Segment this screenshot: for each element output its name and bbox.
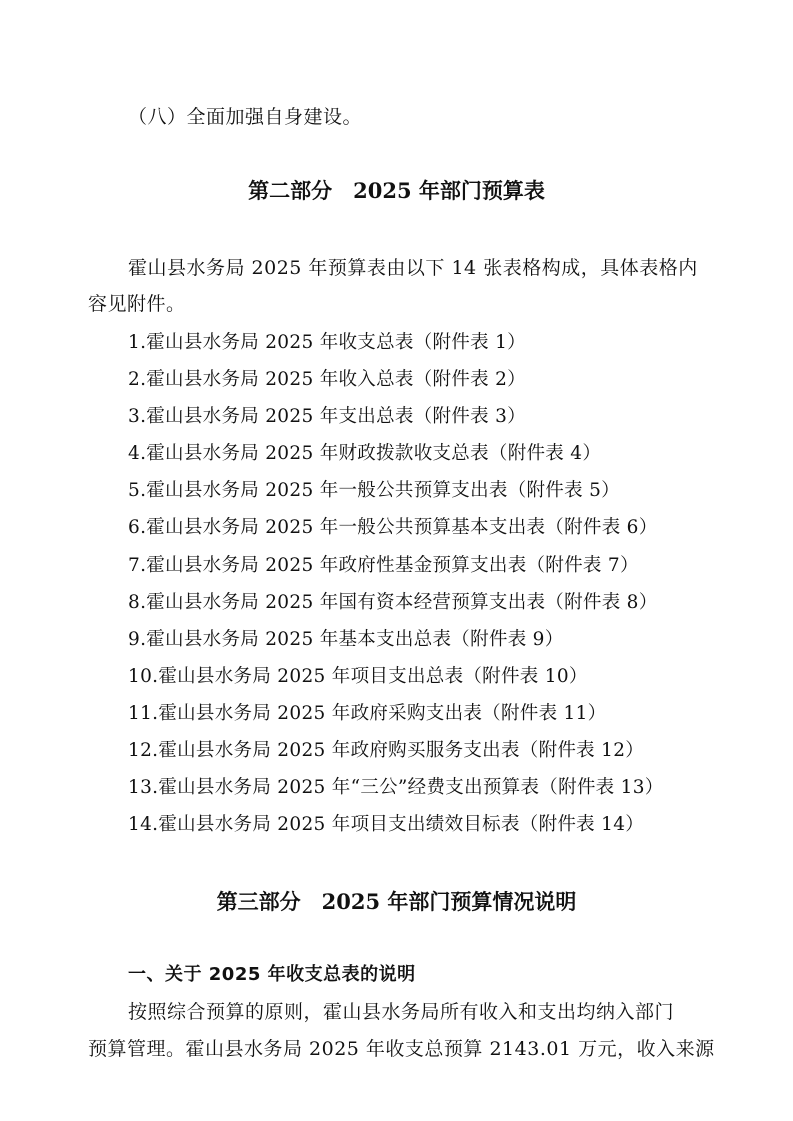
part2-heading: 第二部分 2025 年部门预算表: [248, 178, 545, 203]
part2-paragraph-line2: 容见附件。: [88, 293, 186, 315]
section1-title: 一、关于 2025 年收支总表的说明: [128, 964, 416, 985]
table-list-item: 6.霍山县水务局 2025 年一般公共预算基本支出表（附件表 6）: [128, 517, 658, 538]
table-list-item: 13.霍山县水务局 2025 年“三公”经费支出预算表（附件表 13）: [128, 777, 664, 798]
table-list-item: 9.霍山县水务局 2025 年基本支出总表（附件表 9）: [128, 629, 564, 650]
part3-heading: 第三部分 2025 年部门预算情况说明: [216, 889, 577, 914]
part3-paragraph-line1: 按照综合预算的原则，霍山县水务局所有收入和支出均纳入部门: [128, 1001, 675, 1023]
table-list-item: 14.霍山县水务局 2025 年项目支出绩效目标表（附件表 14）: [128, 814, 645, 835]
table-list-item: 5.霍山县水务局 2025 年一般公共预算支出表（附件表 5）: [128, 480, 620, 501]
table-list-item: 2.霍山县水务局 2025 年收入总表（附件表 2）: [128, 369, 526, 390]
table-list-item: 3.霍山县水务局 2025 年支出总表（附件表 3）: [128, 406, 526, 427]
table-list-item: 12.霍山县水务局 2025 年政府购买服务支出表（附件表 12）: [128, 740, 645, 761]
table-list-item: 7.霍山县水务局 2025 年政府性基金预算支出表（附件表 7）: [128, 555, 639, 576]
intro-item: （八）全面加强自身建设。: [128, 106, 363, 128]
part2-paragraph-line1: 霍山县水务局 2025 年预算表由以下 14 张表格构成，具体表格内: [128, 257, 698, 279]
table-list-item: 10.霍山县水务局 2025 年项目支出总表（附件表 10）: [128, 666, 588, 687]
table-list-item: 1.霍山县水务局 2025 年收支总表（附件表 1）: [128, 332, 526, 353]
table-list-item: 8.霍山县水务局 2025 年国有资本经营预算支出表（附件表 8）: [128, 592, 658, 613]
part3-paragraph-line2: 预算管理。霍山县水务局 2025 年收支总预算 2143.01 万元，收入来源: [88, 1038, 715, 1060]
table-list-item: 4.霍山县水务局 2025 年财政拨款收支总表（附件表 4）: [128, 443, 602, 464]
table-list-item: 11.霍山县水务局 2025 年政府采购支出表（附件表 11）: [128, 703, 607, 724]
